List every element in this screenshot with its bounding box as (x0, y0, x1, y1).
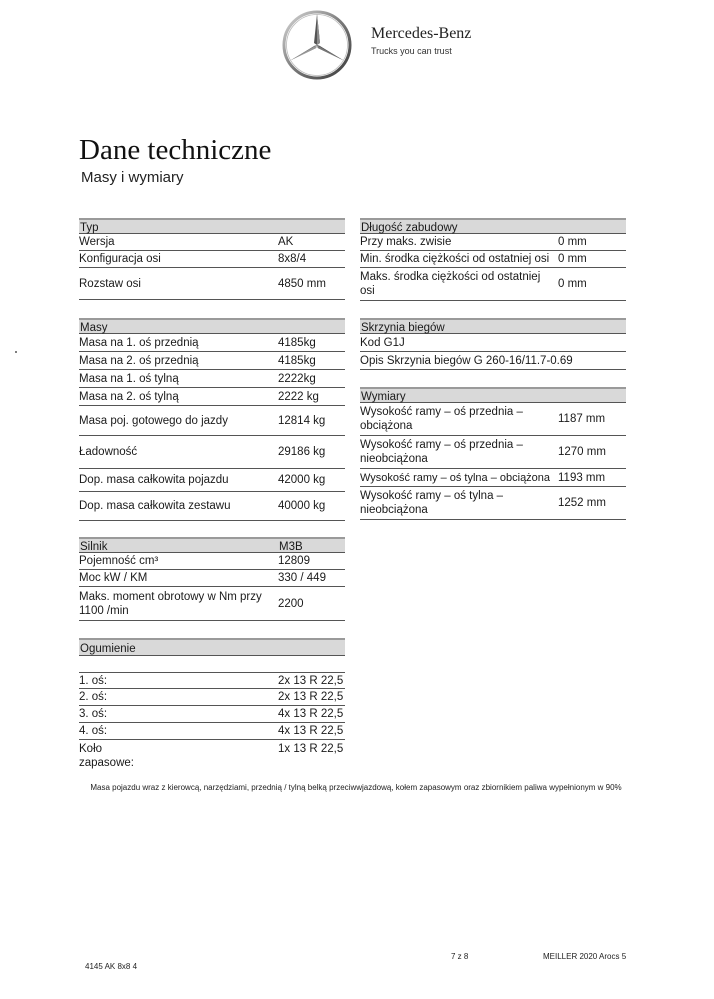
row-value: 8x8/4 (278, 253, 307, 265)
skrzynia-table (360, 318, 626, 370)
row-value: 42000 kg (278, 474, 326, 486)
skrzynia-header: Skrzynia biegów (360, 318, 626, 334)
row-label: Rozstaw osi (79, 277, 141, 290)
table-row (79, 436, 345, 469)
table-row (79, 672, 345, 689)
table-row (360, 268, 626, 301)
row-value: 330 / 449 (278, 572, 326, 584)
row-value: 4185kg (278, 336, 316, 349)
table-row (79, 570, 345, 587)
dlugosc-table (360, 218, 626, 301)
table-row (79, 469, 345, 492)
silnik-header-value: M3B (279, 541, 303, 553)
table-row (360, 436, 626, 469)
row-value: 2200 (278, 597, 304, 610)
row-value: 40000 kg (278, 500, 326, 512)
row-value: 0 mm (558, 236, 587, 248)
page-subtitle: Masy i wymiary (81, 169, 184, 186)
row-label: Maks. środka ciężkości od ostatniej osi (360, 271, 541, 297)
silnik-table (79, 537, 345, 621)
row-label: Min. środka ciężkości od ostatniej osi (360, 253, 550, 265)
wymiary-table (360, 387, 626, 520)
row-value: 1252 mm (558, 497, 606, 509)
table-row (79, 723, 345, 740)
row-value: 4185kg (278, 354, 316, 367)
dlugosc-header: Długość zabudowy (360, 218, 626, 234)
table-row (79, 370, 345, 388)
typ-header: Typ (79, 218, 345, 234)
table-row (79, 234, 345, 251)
row-value: 4850 mm (278, 277, 326, 290)
row-value: 12814 kg (278, 414, 326, 427)
row-value: 0 mm (558, 278, 587, 290)
table-row (360, 403, 626, 436)
table-row (79, 352, 345, 370)
table-row (360, 352, 626, 370)
row-label: Dop. masa całkowita pojazdu (79, 474, 229, 486)
row-label: Masa na 2. oś tylną (79, 390, 179, 403)
row-label: 2. oś: (79, 691, 108, 703)
table-row (360, 469, 626, 487)
table-row (360, 334, 626, 352)
row-label: Opis Skrzynia biegów G 260-16/11.7-0.69 (360, 354, 573, 367)
row-value: 2222 kg (278, 390, 319, 403)
row-value: 1193 mm (558, 471, 606, 484)
table-row (360, 251, 626, 268)
table-row (79, 587, 345, 621)
row-label: Dop. masa całkowita zestawu (79, 500, 231, 512)
row-label: Wysokość ramy – oś tylna – nieobciążona (360, 490, 504, 516)
row-label: Przy maks. zwisie (360, 236, 452, 248)
row-label: Pojemność cm³ (79, 555, 159, 567)
stray-dot (15, 351, 17, 353)
wymiary-header: Wymiary (360, 387, 626, 403)
row-value: 0 mm (558, 253, 587, 265)
row-label: 1. oś: (79, 674, 108, 687)
row-label: Koło zapasowe: (79, 743, 134, 769)
row-value: 2222kg (278, 372, 316, 385)
row-label: Masa poj. gotowego do jazdy (79, 414, 228, 427)
table-row (79, 492, 345, 521)
row-label: Wysokość ramy – oś tylna – obciążona (360, 471, 551, 484)
row-label: 4. oś: (79, 725, 108, 737)
row-value: 2x 13 R 22,5 (278, 691, 344, 703)
silnik-header-label: Silnik (80, 541, 108, 553)
row-value: AK (278, 236, 294, 248)
table-row (79, 553, 345, 570)
row-value: 1x 13 R 22,5 (278, 743, 344, 755)
row-label: Masa na 1. oś tylną (79, 372, 179, 385)
row-value: 4x 13 R 22,5 (278, 708, 344, 720)
table-row (79, 406, 345, 436)
table-row (79, 334, 345, 352)
row-label: Ładowność (79, 446, 138, 458)
row-label: Masa na 2. oś przednią (79, 354, 199, 367)
table-row (79, 689, 345, 706)
row-label: Wersja (79, 236, 115, 248)
ogumienie-header: Ogumienie (79, 638, 345, 656)
spacer (79, 656, 345, 672)
row-value: 4x 13 R 22,5 (278, 725, 344, 737)
row-label: Maks. moment obrotowy w Nm przy 1100 /min (79, 590, 262, 617)
table-row (79, 268, 345, 300)
row-label: Wysokość ramy – oś przednia – obciążona (360, 406, 523, 432)
row-value: 29186 kg (278, 446, 326, 458)
page-number: 7 z 8 (451, 952, 469, 961)
footer-model: 4145 AK 8x8 4 (85, 962, 138, 971)
row-label: 3. oś: (79, 708, 108, 720)
row-label: Wysokość ramy – oś przednia – nieobciążona (360, 439, 523, 465)
mercedes-star-icon (282, 10, 352, 80)
page-title: Dane techniczne (79, 134, 272, 166)
row-value: 12809 (278, 555, 310, 567)
footer-doc: MEILLER 2020 Arocs 5 (543, 952, 627, 961)
masy-table (79, 318, 345, 521)
brand-tagline: Trucks you can trust (371, 46, 452, 56)
masy-header: Masy (79, 318, 345, 334)
row-label: Konfiguracja osi (79, 253, 161, 265)
table-row (79, 251, 345, 268)
silnik-header (79, 537, 345, 553)
ogumienie-table (79, 638, 345, 772)
row-value: 1187 mm (558, 413, 606, 425)
footnote: Masa pojazdu wraz z kierowcą, narzędziami, przednią / tylną belką przeciwwjazdową, kołem zapasowym oraz zbiornikiem paliwa wypełnionym w 90% (90, 783, 622, 792)
table-row (360, 234, 626, 251)
row-label: Masa na 1. oś przednią (79, 336, 199, 349)
table-row (79, 706, 345, 723)
row-label: Moc kW / KM (79, 572, 148, 584)
table-row (79, 740, 345, 772)
table-row (360, 487, 626, 520)
typ-table (79, 218, 345, 300)
row-label: Kod G1J (360, 336, 405, 349)
table-row (79, 388, 345, 406)
row-value: 1270 mm (558, 446, 606, 458)
brand-name: Mercedes-Benz (371, 25, 472, 42)
row-value: 2x 13 R 22,5 (278, 674, 344, 687)
